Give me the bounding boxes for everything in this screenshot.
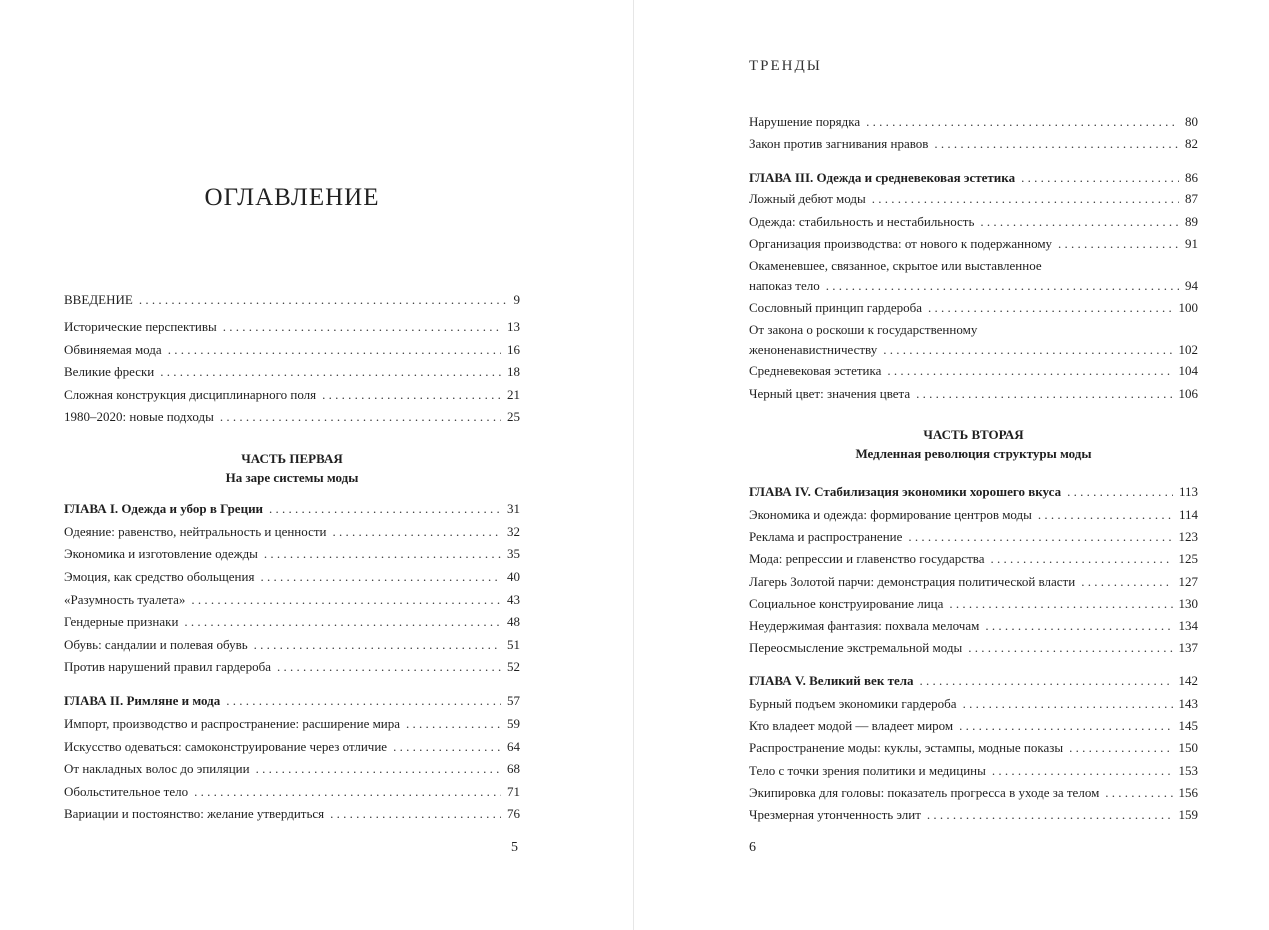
toc-entry[interactable]: Обвиняемая мода . . . 16 xyxy=(64,342,520,358)
leader-dots xyxy=(826,278,1179,294)
leader-dots xyxy=(916,386,1172,402)
leader-dots xyxy=(963,696,1173,712)
part-label: ЧАСТЬ ВТОРАЯ xyxy=(923,427,1024,442)
running-head: ТРЕНДЫ xyxy=(749,58,822,74)
leader-dots xyxy=(980,214,1179,230)
leader-dots xyxy=(908,529,1172,545)
toc-entry[interactable]: От накладных волос до эпиляции . . . 68 xyxy=(64,761,520,777)
toc-title: ОГЛАВЛЕНИЕ xyxy=(204,184,380,211)
leader-dots xyxy=(139,292,508,308)
leader-dots xyxy=(1069,740,1172,756)
leader-dots xyxy=(260,569,501,585)
leader-dots xyxy=(254,637,501,653)
leader-dots xyxy=(949,596,1172,612)
page-number: 6 xyxy=(749,840,756,855)
leader-dots xyxy=(985,618,1172,634)
toc-entry[interactable]: Неудержимая фантазия: похвала мелочам . . . 134 xyxy=(749,618,1198,634)
toc-entry[interactable]: Организация производства: от нового к подержанному . . . 91 xyxy=(749,236,1198,252)
leader-dots xyxy=(934,136,1179,152)
toc-entry[interactable]: Экипировка для головы: показатель прогресса в уходе за телом . . . 156 xyxy=(749,785,1198,801)
leader-dots xyxy=(992,763,1173,779)
toc-entry[interactable]: Сложная конструкция дисциплинарного поля . . . 21 xyxy=(64,387,520,403)
leader-dots xyxy=(1058,236,1179,252)
toc-entry[interactable]: Средневековая эстетика . . . 104 xyxy=(749,363,1198,379)
toc-entry[interactable]: Гендерные признаки . . . 48 xyxy=(64,614,520,630)
leader-dots xyxy=(991,551,1173,567)
part-subtitle: Медленная революция структуры моды xyxy=(855,446,1092,461)
leader-dots xyxy=(194,784,501,800)
leader-dots xyxy=(256,761,501,777)
toc-entry[interactable]: Бурный подъем экономики гардероба . . . 143 xyxy=(749,696,1198,712)
leader-dots xyxy=(872,191,1179,207)
toc-entry[interactable]: Искусство одеваться: самоконструирование через отличие . . . 64 xyxy=(64,739,520,755)
toc-entry[interactable]: Нарушение порядка . . . 80 xyxy=(749,114,1198,130)
toc-entry[interactable]: Тело с точки зрения политики и медицины . . . 153 xyxy=(749,763,1198,779)
toc-entry[interactable]: женоненавистничеству . . . 102 xyxy=(749,342,1198,358)
leader-dots xyxy=(160,364,501,380)
leader-dots xyxy=(920,673,1173,689)
toc-entry[interactable]: Сословный принцип гардероба . . . 100 xyxy=(749,300,1198,316)
toc-entry[interactable]: напоказ тело . . . 94 xyxy=(749,278,1198,294)
leader-dots xyxy=(866,114,1179,130)
leader-dots xyxy=(333,524,501,540)
toc-entry[interactable]: Чрезмерная утонченность элит . . . 159 xyxy=(749,807,1198,823)
leader-dots xyxy=(1021,170,1179,186)
toc-entry[interactable]: Закон против загнивания нравов . . . 82 xyxy=(749,136,1198,152)
toc-entry-line1[interactable]: От закона о роскоши к государственному xyxy=(749,322,978,337)
leader-dots xyxy=(269,501,501,517)
toc-entry[interactable]: Социальное конструирование лица . . . 130 xyxy=(749,596,1198,612)
toc-entry[interactable]: «Разумность туалета» . . . 43 xyxy=(64,592,520,608)
toc-entry[interactable]: Мода: репрессии и главенство государства . . . 125 xyxy=(749,551,1198,567)
toc-entry[interactable]: Эмоция, как средство обольщения . . . 40 xyxy=(64,569,520,585)
toc-entry[interactable]: Вариации и постоянство: желание утвердиться . . . 76 xyxy=(64,806,520,822)
leader-dots xyxy=(1067,484,1173,500)
leader-dots xyxy=(1081,574,1172,590)
page-number: 5 xyxy=(511,840,518,855)
toc-entry[interactable]: Экономика и одежда: формирование центров моды . . . 114 xyxy=(749,507,1198,523)
part-label: ЧАСТЬ ПЕРВАЯ xyxy=(241,451,343,466)
toc-entry[interactable]: Реклама и распространение . . . 123 xyxy=(749,529,1198,545)
toc-entry[interactable]: Импорт, производство и распространение: расширение мира . . . 59 xyxy=(64,716,520,732)
toc-chapter-heading[interactable]: ГЛАВА II. Римляне и мода . . . 57 xyxy=(64,693,520,709)
right-page xyxy=(634,0,1269,930)
leader-dots xyxy=(1038,507,1173,523)
toc-entry[interactable]: Обувь: сандалии и полевая обувь . . . 51 xyxy=(64,637,520,653)
leader-dots xyxy=(406,716,501,732)
leader-dots xyxy=(883,342,1172,358)
toc-entry[interactable]: Лагерь Золотой парчи: демонстрация политической власти . . . 127 xyxy=(749,574,1198,590)
toc-entry[interactable]: Обольстительное тело . . . 71 xyxy=(64,784,520,800)
leader-dots xyxy=(168,342,501,358)
leader-dots xyxy=(226,693,501,709)
leader-dots xyxy=(887,363,1172,379)
toc-entry[interactable]: Черный цвет: значения цвета . . . 106 xyxy=(749,386,1198,402)
toc-entry[interactable]: Переосмысление экстремальной моды . . . 137 xyxy=(749,640,1198,656)
toc-entry[interactable]: Одеяние: равенство, нейтральность и ценности . . . 32 xyxy=(64,524,520,540)
leader-dots xyxy=(220,409,501,425)
toc-entry[interactable]: Одежда: стабильность и нестабильность . . . 89 xyxy=(749,214,1198,230)
leader-dots xyxy=(1105,785,1172,801)
leader-dots xyxy=(959,718,1172,734)
leader-dots xyxy=(223,319,501,335)
toc-entry[interactable]: Кто владеет модой — владеет миром . . . 145 xyxy=(749,718,1198,734)
leader-dots xyxy=(330,806,501,822)
toc-chapter-heading[interactable]: ГЛАВА V. Великий век тела . . . 142 xyxy=(749,673,1198,689)
toc-entry[interactable]: 1980–2020: новые подходы . . . 25 xyxy=(64,409,520,425)
toc-entry[interactable]: Против нарушений правил гардероба . . . 52 xyxy=(64,659,520,675)
toc-entry[interactable]: Ложный дебют моды . . . 87 xyxy=(749,191,1198,207)
toc-entry-line1[interactable]: Окаменевшее, связанное, скрытое или выставленное xyxy=(749,258,1042,273)
leader-dots xyxy=(264,546,501,562)
leader-dots xyxy=(184,614,501,630)
toc-entry[interactable]: Исторические перспективы . . . 13 xyxy=(64,319,520,335)
left-page xyxy=(0,0,633,930)
leader-dots xyxy=(928,300,1173,316)
leader-dots xyxy=(927,807,1173,823)
leader-dots xyxy=(322,387,501,403)
leader-dots xyxy=(191,592,501,608)
leader-dots xyxy=(393,739,501,755)
toc-entry[interactable]: Великие фрески . . . 18 xyxy=(64,364,520,380)
leader-dots xyxy=(968,640,1172,656)
part-subtitle: На заре системы моды xyxy=(225,470,359,485)
toc-entry-introduction[interactable]: ВВЕДЕНИЕ . . . 9 xyxy=(64,292,520,308)
toc-chapter-heading[interactable]: ГЛАВА IV. Стабилизация экономики хорошего вкуса . . . 113 xyxy=(749,484,1198,500)
leader-dots xyxy=(277,659,501,675)
toc-entry[interactable]: Распространение моды: куклы, эстампы, модные показы . . . 150 xyxy=(749,740,1198,756)
toc-chapter-heading[interactable]: ГЛАВА III. Одежда и средневековая эстетика . . . 86 xyxy=(749,170,1198,186)
toc-chapter-heading[interactable]: ГЛАВА I. Одежда и убор в Греции . . . 31 xyxy=(64,501,520,517)
toc-entry[interactable]: Экономика и изготовление одежды . . . 35 xyxy=(64,546,520,562)
